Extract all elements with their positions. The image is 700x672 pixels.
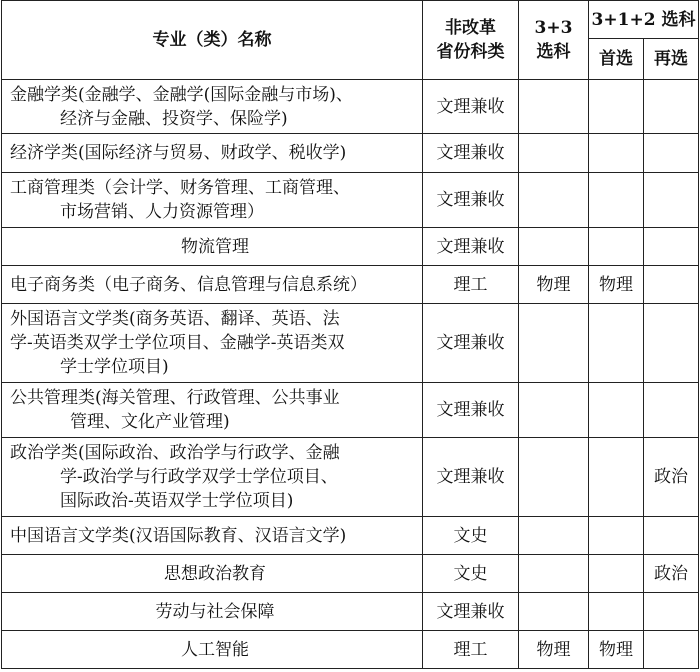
select-3plus3 — [519, 555, 589, 593]
subject-type: 文理兼收 — [423, 383, 519, 438]
header-3plus3: 3+3 选科 — [519, 1, 589, 80]
header-second-choice: 再选 — [644, 39, 699, 80]
select-second: 政治 — [644, 555, 699, 593]
select-second — [644, 80, 699, 134]
select-second — [644, 266, 699, 304]
major-name: 中国语言文学类(汉语国际教育、汉语言文学) — [2, 517, 423, 555]
subject-type: 文理兼收 — [423, 80, 519, 134]
subject-type: 文理兼收 — [423, 304, 519, 383]
table-row — [2, 593, 699, 631]
select-3plus3: 物理 — [519, 266, 589, 304]
name-line: 管理、文化产业管理) — [70, 412, 230, 432]
major-name: 电子商务类（电子商务、信息管理与信息系统） — [2, 266, 423, 304]
subject-type: 文理兼收 — [423, 228, 519, 266]
select-second — [644, 383, 699, 438]
select-first — [589, 383, 644, 438]
select-first — [589, 438, 644, 517]
select-3plus3 — [519, 304, 589, 383]
header-first-choice: 首选 — [589, 39, 644, 80]
table-row — [2, 304, 699, 383]
major-name — [2, 383, 423, 438]
select-3plus3 — [519, 438, 589, 517]
select-first — [589, 173, 644, 228]
select-second — [644, 228, 699, 266]
select-3plus3 — [519, 134, 589, 173]
select-first — [589, 134, 644, 173]
name-line: 学-英语类双学士学位项目、金融学-英语类双 — [10, 333, 345, 353]
major-name: 人工智能 — [2, 631, 423, 669]
select-second — [644, 593, 699, 631]
subject-type: 文理兼收 — [423, 173, 519, 228]
name-line: 工商管理类（会计学、财务管理、工商管理、 — [10, 178, 350, 198]
name-line: 金融学类(金融学、金融学(国际金融与市场)、 — [10, 84, 353, 105]
subject-type: 理工 — [423, 631, 519, 669]
select-3plus3 — [519, 593, 589, 631]
select-first: 物理 — [589, 631, 644, 669]
select-second — [644, 304, 699, 383]
table-row — [2, 228, 699, 266]
table-row — [2, 173, 699, 228]
table-row — [2, 80, 699, 134]
select-first — [589, 517, 644, 555]
name-line: 经济与金融、投资学、保险学) — [60, 108, 288, 129]
name-line: 外国语言文学类(商务英语、翻译、英语、法 — [10, 309, 340, 329]
major-name: 物流管理 — [2, 228, 423, 266]
select-second — [644, 173, 699, 228]
select-first — [589, 80, 644, 134]
major-name — [2, 304, 423, 383]
select-3plus3 — [519, 228, 589, 266]
subject-type: 文理兼收 — [423, 134, 519, 173]
select-second — [644, 517, 699, 555]
major-name: 思想政治教育 — [2, 555, 423, 593]
table-row — [2, 555, 699, 593]
subject-type: 文史 — [423, 517, 519, 555]
header-nonreform: 非改革 省份科类 — [423, 1, 519, 80]
major-name: 经济学类(国际经济与贸易、财政学、税收学) — [2, 134, 423, 173]
subject-type: 文理兼收 — [423, 593, 519, 631]
select-3plus3 — [519, 517, 589, 555]
select-3plus3: 物理 — [519, 631, 589, 669]
name-line: 政治学类(国际政治、政治学与行政学、金融 — [10, 443, 340, 463]
select-first — [589, 593, 644, 631]
subject-type: 文史 — [423, 555, 519, 593]
select-first — [589, 304, 644, 383]
header-3plus1plus2: 3+1+2 选科 — [589, 1, 699, 39]
select-first: 物理 — [589, 266, 644, 304]
table-row — [2, 266, 699, 304]
table-row — [2, 438, 699, 517]
major-name — [2, 80, 423, 134]
select-second — [644, 631, 699, 669]
select-3plus3 — [519, 80, 589, 134]
table-row — [2, 517, 699, 555]
select-first — [589, 228, 644, 266]
select-second — [644, 134, 699, 173]
table-row — [2, 383, 699, 438]
major-table — [1, 0, 699, 669]
major-name: 劳动与社会保障 — [2, 593, 423, 631]
select-first — [589, 555, 644, 593]
name-line: 学-政治学与行政学双学士学位项目、 — [60, 467, 338, 487]
subject-type: 文理兼收 — [423, 438, 519, 517]
name-line: 市场营销、人力资源管理） — [60, 202, 264, 222]
select-3plus3 — [519, 383, 589, 438]
table-row — [2, 631, 699, 669]
name-line: 国际政治-英语双学士学位项目) — [60, 491, 294, 511]
table-row — [2, 134, 699, 173]
select-second: 政治 — [644, 438, 699, 517]
major-name — [2, 173, 423, 228]
name-line: 学士学位项目) — [60, 357, 169, 377]
header-name: 专业（类）名称 — [2, 1, 423, 80]
select-3plus3 — [519, 173, 589, 228]
major-name — [2, 438, 423, 517]
subject-type: 理工 — [423, 266, 519, 304]
name-line: 公共管理类(海关管理、行政管理、公共事业 — [10, 388, 340, 408]
